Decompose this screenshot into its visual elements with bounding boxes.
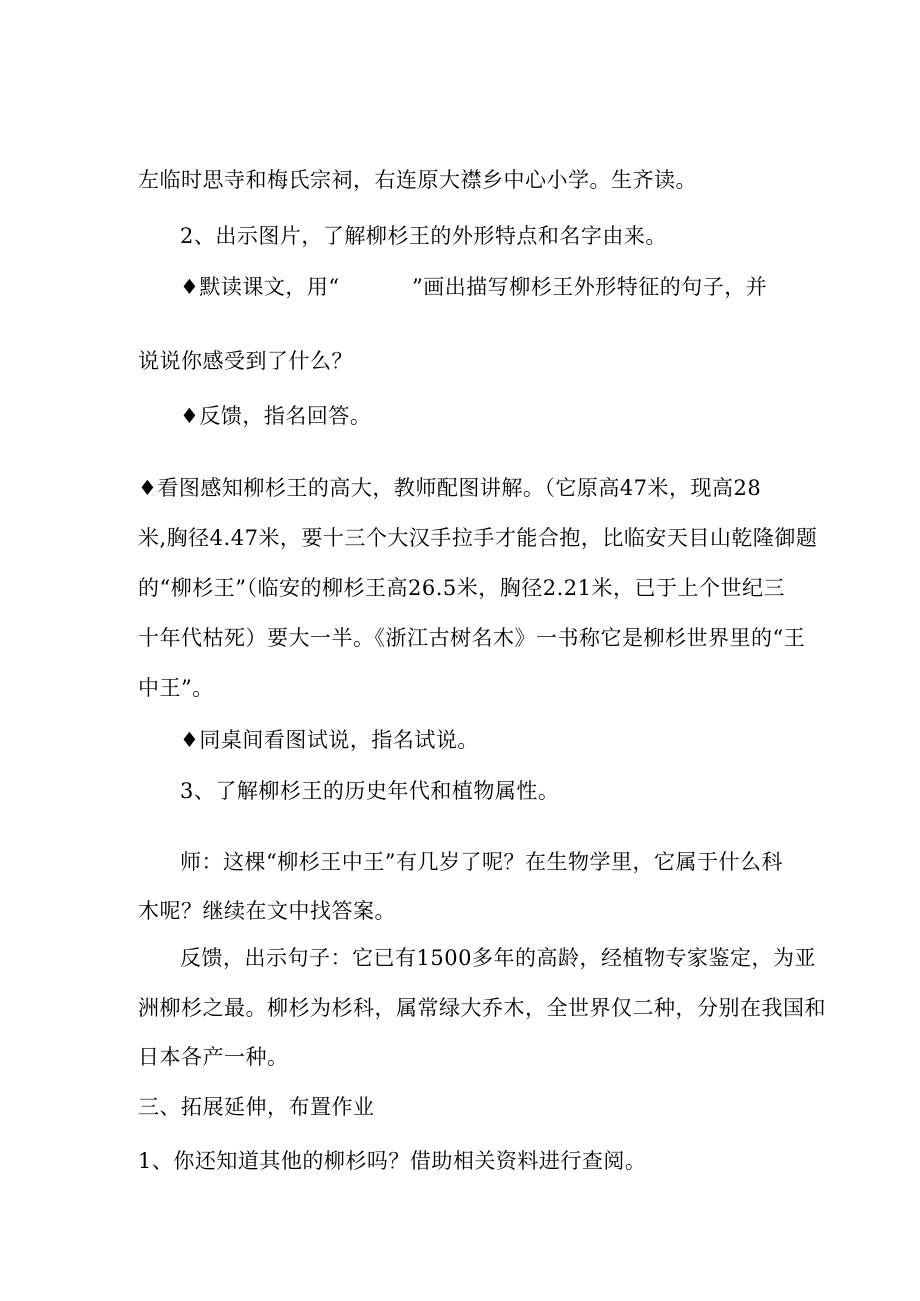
paragraph-line: 十年代枯死）要大一半。《浙江古树名木》一书称它是柳杉世界里的“王: [138, 626, 806, 650]
paragraph-line: 说说你感受到了什么？: [138, 349, 353, 373]
paragraph-line: ”画出描写柳杉王外形特征的句子，并: [412, 275, 768, 299]
section-heading: 2、出示图片，了解柳杉王的外形特点和名字由来。: [180, 224, 667, 248]
paragraph-line: 中王”。: [138, 676, 214, 700]
paragraph-line: 师：这棵“柳杉王中王”有几岁了呢？在生物学里，它属于什么科: [180, 850, 783, 874]
paragraph-line: 的“柳杉王”（临安的柳杉王高26.5米，胸径2.21米，已于上个世纪三: [138, 576, 785, 600]
paragraph-line: ♦默读课文，用“: [180, 275, 340, 299]
paragraph-line: 木呢？继续在文中找答案。: [138, 899, 396, 923]
paragraph-line: ♦看图感知柳杉王的高大，教师配图讲解。（它原高47米，现高28: [138, 476, 762, 500]
paragraph-line: 1、你还知道其他的柳杉吗？借助相关资料进行查阅。: [138, 1149, 647, 1173]
paragraph-line: 左临时思寺和梅氏宗祠，右连原大襟乡中心小学。生齐读。: [138, 168, 697, 192]
paragraph-line: 米,胸径4.47米，要十三个大汉手拉手才能合抱，比临安天目山乾隆御题: [138, 526, 818, 550]
section-heading: 3、了解柳杉王的历史年代和植物属性。: [180, 779, 560, 803]
paragraph-line: 洲柳杉之最。柳杉为杉科，属常绿大乔木，全世界仅二种，分别在我国和: [138, 996, 826, 1020]
paragraph-line: ♦反馈，指名回答。: [180, 404, 372, 428]
section-heading: 三、拓展延伸，布置作业: [138, 1095, 375, 1119]
paragraph-line: 反馈，出示句子：它已有1500多年的高龄，经植物专家鉴定，为亚: [180, 946, 816, 970]
paragraph-line: 日本各产一种。: [138, 1045, 289, 1069]
paragraph-line: ♦同桌间看图试说，指名试说。: [180, 728, 479, 752]
